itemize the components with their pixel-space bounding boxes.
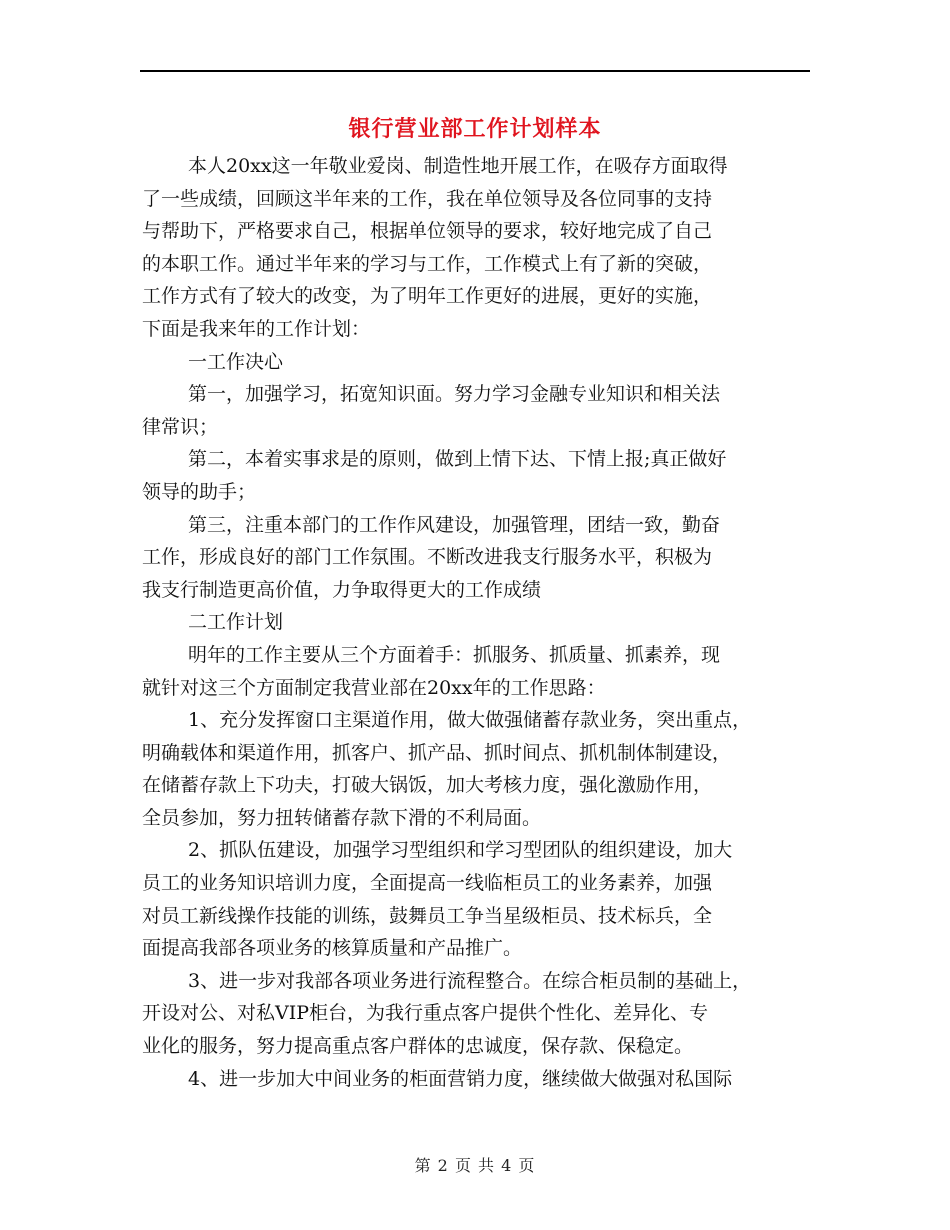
paragraph-line: 工作，形成良好的部门工作氛围。不断改进我支行服务水平，积极为 [142,546,713,569]
paragraph-line: 4、进一步加大中间业务的柜面营销力度，继续做大做强对私国际 [188,1067,733,1090]
paragraph-line: 业化的服务，努力提高重点客户群体的忠诚度，保存款、保稳定。 [142,1035,694,1058]
section-heading: 一工作决心 [188,350,284,373]
paragraph-line: 下面是我来年的工作计划： [142,317,371,340]
paragraph-line: 第二，本着实事求是的原则，做到上情下达、下情上报;真正做好 [188,448,727,471]
document-title: 银行营业部工作计划样本 [348,116,602,142]
paragraph-line: 就针对这三个方面制定我营业部在20xx年的工作思路： [142,676,606,699]
paragraph-line: 领导的助手； [142,480,257,503]
paragraph-line: 本人20xx这一年敬业爱岗、制造性地开展工作，在吸存方面取得 [188,155,728,177]
paragraph-line: 2、抓队伍建设，加强学习型组织和学习型团队的组织建设，加大 [188,839,733,862]
paragraph-line: 第三，注重本部门的工作作风建设，加强管理，团结一致，勤奋 [188,513,721,536]
paragraph-line: 律常识； [142,415,219,438]
paragraph-line: 的本职工作。通过半年来的学习与工作，工作模式上有了新的突破， [142,252,713,275]
paragraph-line: 我支行制造更高价值，力争取得更大的工作成绩 [142,578,542,601]
paragraph-line: 对员工新线操作技能的训练，鼓舞员工争当星级柜员、技术标兵，全 [142,904,713,927]
paragraph-line: 明年的工作主要从三个方面着手：抓服务、抓质量、抓素养，现 [188,643,721,666]
paragraph-line: 3、进一步对我部各项业务进行流程整合。在综合柜员制的基础上， [188,969,752,992]
paragraph-line: 面提高我部各项业务的核算质量和产品推广。 [142,937,523,960]
paragraph-line: 与帮助下，严格要求自己，根据单位领导的要求，较好地完成了自己 [142,220,713,243]
paragraph-line: 明确载体和渠道作用，抓客户、抓产品、抓时间点、抓机制体制建设， [142,741,732,764]
header-rule [140,70,810,72]
paragraph-line: 1、充分发挥窗口主渠道作用，做大做强储蓄存款业务，突出重点， [188,709,752,732]
paragraph-line: 全员参加，努力扭转储蓄存款下滑的不利局面。 [142,806,542,829]
paragraph-line: 开设对公、对私VIP柜台，为我行重点客户提供个性化、差异化、专 [142,1002,709,1025]
paragraph-line: 第一，加强学习，拓宽知识面。努力学习金融专业知识和相关法 [188,383,721,406]
paragraph-line: 员工的业务知识培训力度，全面提高一线临柜员工的业务素养，加强 [142,872,713,895]
page-footer: 第 2 页 共 4 页 [414,1156,536,1175]
paragraph-line: 了一些成绩，回顾这半年来的工作，我在单位领导及各位同事的支持 [142,187,713,210]
paragraph-line: 工作方式有了较大的改变，为了明年工作更好的进展，更好的实施， [142,285,713,308]
document-body [142,150,832,1095]
section-heading: 二工作计划 [188,611,284,634]
paragraph-line: 在储蓄存款上下功夫，打破大锅饭，加大考核力度，强化激励作用， [142,774,713,797]
